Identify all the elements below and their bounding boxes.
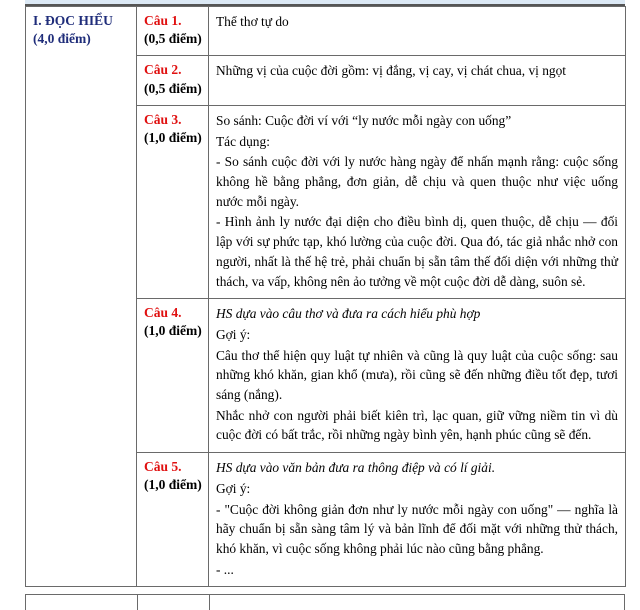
answer-paragraph: Gợi ý: <box>216 480 251 496</box>
question-cell-3 <box>137 105 209 298</box>
question-label-1: Câu 1. <box>144 13 182 28</box>
answer-paragraph: HS dựa vào câu thơ và đưa ra cách hiểu phù hợp <box>216 306 481 322</box>
answer-paragraph: Gợi ý: <box>216 326 251 342</box>
question-label-2: Câu 2. <box>144 62 182 78</box>
answer-paragraph: Những vị của cuộc đời gồm: vị đắng, vị cay, vị chát chua, vị ngọt <box>216 63 567 79</box>
answer-content-5 <box>209 453 626 587</box>
answer-content-2 <box>209 56 626 105</box>
answer-content-4 <box>209 299 626 453</box>
question-cell-4 <box>137 299 209 453</box>
table-row <box>26 7 626 56</box>
answer-paragraph: - Hình ảnh ly nước đại diện cho điều bình dị, quen thuộc, dễ chịu — đối lập với sự phức tạp, khó lường của cuộc đời. Qua đó, tác giả nhắc nhở con người, nhất là thế hệ trẻ, phải chuẩn bị sẵn tâm thế đối diện với những thử thách, va vấp, không nên ảo tưởng về một cuộc đời dễ dàng, suôn sẻ. <box>216 214 618 289</box>
answer-content-3 <box>209 105 626 298</box>
question-score-2: (0,5 điểm) <box>144 80 202 96</box>
answer-paragraph: - "Cuộc đời không giản đơn như ly nước mỗi ngày con uống" — nghĩa là hãy chuẩn bị sẵn sàng tâm lý và bản lĩnh để đối mặt với những thử thách, khó khăn, vì cuộc sống không phải lúc nào cũng bằng phẳng. <box>216 501 618 556</box>
section-title: I. ĐỌC HIỂU <box>33 13 113 28</box>
question-label-5: Câu 5. <box>144 459 182 475</box>
answer-key-table <box>25 6 626 587</box>
answer-paragraph: Tác dụng: <box>216 133 270 149</box>
answer-paragraph: - ... <box>216 561 234 577</box>
column-divider <box>137 595 138 610</box>
answer-paragraph: HS dựa vào văn bản đưa ra thông điệp và có lí giải. <box>216 460 496 476</box>
section-score: (4,0 điểm) <box>33 31 91 47</box>
answer-table-body <box>26 7 626 587</box>
column-divider <box>209 595 210 610</box>
next-table-row-clipped <box>25 594 625 610</box>
answer-content-1 <box>209 7 626 56</box>
question-label-3: Câu 3. <box>144 111 182 127</box>
question-score-5: (1,0 điểm) <box>144 477 202 493</box>
answer-paragraph: Câu thơ thể hiện quy luật tự nhiên và cũng là quy luật của cuộc sống: sau những khó khăn, gian khổ (mưa), rồi cũng sẽ đến những điều tốt đẹp, tươi sáng (nắng). <box>216 347 618 403</box>
question-score-1: (0,5 điểm) <box>144 31 202 47</box>
question-cell-5 <box>137 453 209 587</box>
question-cell-1 <box>137 7 209 56</box>
answer-paragraph: So sánh: Cuộc đời ví với “ly nước mỗi ngày con uống” <box>216 112 512 128</box>
question-score-3: (1,0 điểm) <box>144 130 202 146</box>
section-cell <box>26 7 137 587</box>
question-label-4: Câu 4. <box>144 305 182 321</box>
answer-paragraph: - So sánh cuộc đời với ly nước hàng ngày để nhấn mạnh rằng: cuộc sống không hề bằng phẳng, đơn giản, dễ chịu và quen thuộc như việc uống nước mỗi ngày. <box>216 154 618 209</box>
question-cell-2 <box>137 56 209 105</box>
answer-paragraph: Nhắc nhở con người phải biết kiên trì, lạc quan, giữ vững niềm tin vì dù cuộc đời có bất trắc, rồi những ngày bình yên, hạnh phúc cũng sẽ đến. <box>216 407 618 443</box>
question-score-4: (1,0 điểm) <box>144 323 202 339</box>
answer-paragraph: Thể thơ tự do <box>216 14 289 29</box>
